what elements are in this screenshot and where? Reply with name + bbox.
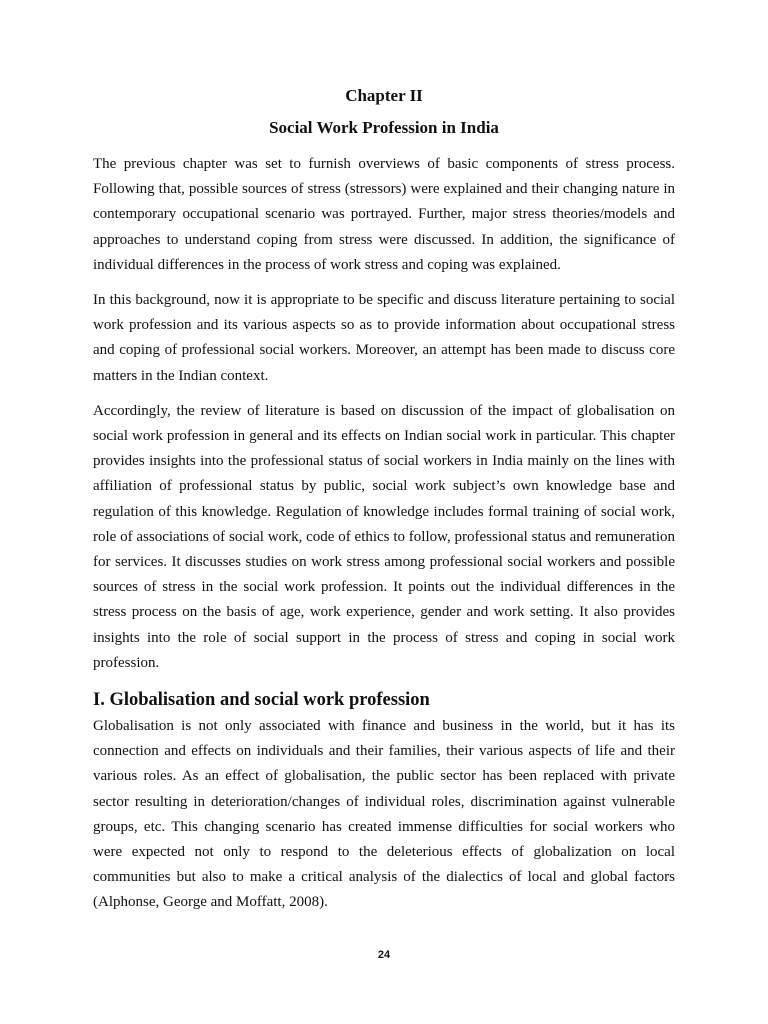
body-paragraph: The previous chapter was set to furnish overviews of basic components of stress process. Following that, possible sources of stress (stressors) were explained and their changing nature in contemporary occupational scenario was portrayed. Further, major stress theories/models and approaches to understand coping from stress were discussed. In addition, the significance of individual differences in the process of work stress and coping was explained.: [93, 156, 675, 273]
section-heading: I. Globalisation and social work profession: [93, 690, 430, 711]
body-paragraph: In this background, now it is appropriate to be specific and discuss literature pertaining to social work profession and its various aspects so as to provide information about occupational stress and coping of professional social workers. Moreover, an attempt has been made to discuss core matters in the Indian context.: [93, 292, 675, 384]
chapter-number: Chapter II: [345, 86, 423, 105]
document-page: [93, 86, 675, 916]
body-paragraph: Accordingly, the review of literature is based on discussion of the impact of globalisation on social work profession in general and its effects on Indian social work in particular. This chapter provides insights into the professional status of social workers in India mainly on the lines with affiliation of professional status by public, social work subject’s own knowledge base and regulation of this knowledge. Regulation of knowledge includes formal training of social work, role of associations of social work, code of ethics to follow, professional status and remuneration for services. It discusses studies on work stress among professional social workers and possible sources of stress in the social work profession. It points out the individual differences in the stress process on the basis of age, work experience, gender and work setting. It also provides insights into the role of social support in the process of stress and coping in social work profession.: [93, 402, 675, 671]
chapter-title: Social Work Profession in India: [269, 118, 499, 137]
section-paragraph: Globalisation is not only associated with finance and business in the world, but it has its connection and effects on individuals and their families, their various aspects of life and their various roles. As an effect of globalisation, the public sector has been replaced with private sector resulting in deterioration/changes of individual roles, discrimination against vulnerable groups, etc. This changing scenario has created immense difficulties for social workers who were expected not only to respond to the deleterious effects of globalization on local communities but also to make a critical analysis of the dialectics of local and global factors (Alphonse, George and Moffatt, 2008).: [93, 718, 675, 911]
page-number: 24: [377, 949, 391, 961]
